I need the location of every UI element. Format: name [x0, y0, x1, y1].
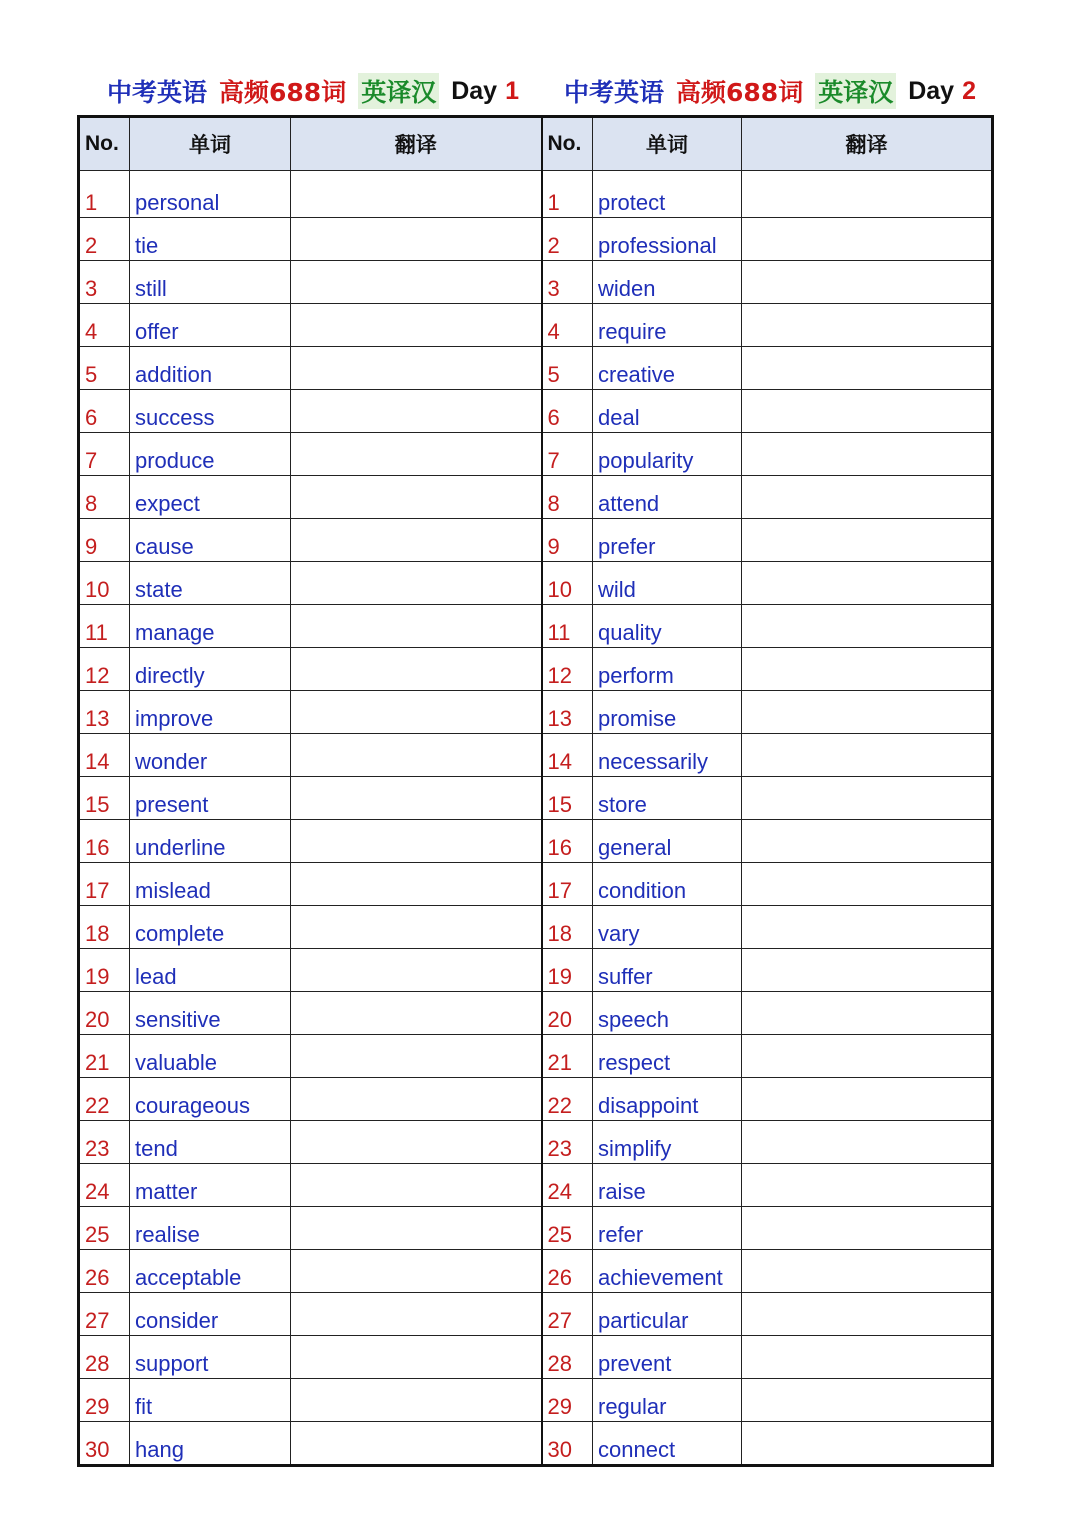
day2-translation-cell[interactable]	[742, 304, 993, 347]
day1-translation-cell[interactable]	[291, 691, 542, 734]
day2-word-cell: store	[593, 777, 742, 820]
table-row	[79, 304, 993, 347]
table-row	[79, 1422, 993, 1466]
day1-translation-cell[interactable]	[291, 433, 542, 476]
day2-number-cell: 16	[542, 820, 593, 863]
day1-number-cell: 19	[79, 949, 130, 992]
table-row	[79, 1164, 993, 1207]
day1-word-cell: acceptable	[130, 1250, 291, 1293]
table-row	[79, 1336, 993, 1379]
day2-translation-cell[interactable]	[742, 347, 993, 390]
day1-translation-cell[interactable]	[291, 863, 542, 906]
day1-number-cell: 24	[79, 1164, 130, 1207]
day2-translation-cell[interactable]	[742, 519, 993, 562]
day2-number-cell: 8	[542, 476, 593, 519]
table-row	[79, 777, 993, 820]
table-header-row	[79, 117, 993, 171]
day2-number-cell: 1	[542, 171, 593, 218]
day2-word-cell: suffer	[593, 949, 742, 992]
table-row	[79, 347, 993, 390]
vocabulary-table	[77, 115, 994, 1467]
title-mode: 英译汉	[815, 73, 896, 109]
day2-translation-cell[interactable]	[742, 433, 993, 476]
day1-translation-cell[interactable]	[291, 648, 542, 691]
day2-translation-cell[interactable]	[742, 562, 993, 605]
day1-number-cell: 1	[79, 171, 130, 218]
day1-number-cell: 18	[79, 906, 130, 949]
day1-number-cell: 4	[79, 304, 130, 347]
table-row	[79, 1250, 993, 1293]
day2-word-cell: deal	[593, 390, 742, 433]
day1-word-cell: matter	[130, 1164, 291, 1207]
table-row	[79, 691, 993, 734]
day2-word-cell: creative	[593, 347, 742, 390]
header-no: No.	[542, 117, 593, 171]
page-headers	[0, 68, 1080, 114]
day1-number-cell: 26	[79, 1250, 130, 1293]
day1-translation-cell[interactable]	[291, 1164, 542, 1207]
title-word-count: 高频688词	[676, 78, 804, 107]
day2-translation-cell[interactable]	[742, 777, 993, 820]
day1-word-cell: mislead	[130, 863, 291, 906]
title-word-count: 高频688词	[219, 78, 347, 107]
day2-translation-cell[interactable]	[742, 648, 993, 691]
day2-number-cell: 21	[542, 1035, 593, 1078]
day2-number-cell: 2	[542, 218, 593, 261]
day1-number-cell: 7	[79, 433, 130, 476]
day2-word-cell: professional	[593, 218, 742, 261]
day1-translation-cell[interactable]	[291, 347, 542, 390]
day2-translation-cell[interactable]	[742, 734, 993, 777]
day1-number-cell: 15	[79, 777, 130, 820]
day2-word-cell: protect	[593, 171, 742, 218]
day1-word-cell: lead	[130, 949, 291, 992]
day2-word-cell: particular	[593, 1293, 742, 1336]
day1-translation-cell[interactable]	[291, 1379, 542, 1422]
day2-translation-cell[interactable]	[742, 949, 993, 992]
day1-title	[107, 68, 519, 114]
day2-number-cell: 7	[542, 433, 593, 476]
day1-word-cell: valuable	[130, 1035, 291, 1078]
day2-number-cell: 17	[542, 863, 593, 906]
day2-number-cell: 20	[542, 992, 593, 1035]
day2-translation-cell[interactable]	[742, 820, 993, 863]
day1-translation-cell[interactable]	[291, 171, 542, 218]
day2-word-cell: wild	[593, 562, 742, 605]
day1-word-cell: fit	[130, 1379, 291, 1422]
table-row	[79, 992, 993, 1035]
day2-translation-cell[interactable]	[742, 605, 993, 648]
day2-number-cell: 30	[542, 1422, 593, 1466]
day1-word-cell: support	[130, 1336, 291, 1379]
day1-number-cell: 27	[79, 1293, 130, 1336]
day2-translation-cell[interactable]	[742, 1164, 993, 1207]
table-row	[79, 562, 993, 605]
day2-word-cell: general	[593, 820, 742, 863]
day1-number-cell: 23	[79, 1121, 130, 1164]
day1-word-cell: expect	[130, 476, 291, 519]
day1-number-cell: 21	[79, 1035, 130, 1078]
day2-word-cell: quality	[593, 605, 742, 648]
table-row	[79, 390, 993, 433]
day2-number-cell: 27	[542, 1293, 593, 1336]
day1-word-cell: still	[130, 261, 291, 304]
day2-word-cell: raise	[593, 1164, 742, 1207]
title-day-number: 2	[962, 76, 976, 105]
day1-translation-cell[interactable]	[291, 949, 542, 992]
day1-translation-cell[interactable]	[291, 390, 542, 433]
day1-number-cell: 3	[79, 261, 130, 304]
day2-translation-cell[interactable]	[742, 1422, 993, 1466]
day2-number-cell: 22	[542, 1078, 593, 1121]
day1-word-cell: produce	[130, 433, 291, 476]
day1-word-cell: tie	[130, 218, 291, 261]
day1-translation-cell[interactable]	[291, 1121, 542, 1164]
day2-translation-cell[interactable]	[742, 390, 993, 433]
day2-translation-cell[interactable]	[742, 992, 993, 1035]
day1-word-cell: realise	[130, 1207, 291, 1250]
day1-word-cell: consider	[130, 1293, 291, 1336]
table-row	[79, 519, 993, 562]
day2-word-cell: prefer	[593, 519, 742, 562]
day1-number-cell: 9	[79, 519, 130, 562]
day1-translation-cell[interactable]	[291, 476, 542, 519]
day2-word-cell: promise	[593, 691, 742, 734]
day1-number-cell: 20	[79, 992, 130, 1035]
day1-word-cell: success	[130, 390, 291, 433]
day2-word-cell: simplify	[593, 1121, 742, 1164]
title-mode: 英译汉	[358, 73, 439, 109]
day2-number-cell: 6	[542, 390, 593, 433]
day1-word-cell: improve	[130, 691, 291, 734]
day1-number-cell: 2	[79, 218, 130, 261]
table-row	[79, 906, 993, 949]
day2-translation-cell[interactable]	[742, 1078, 993, 1121]
day2-word-cell: necessarily	[593, 734, 742, 777]
day2-number-cell: 14	[542, 734, 593, 777]
day2-word-cell: disappoint	[593, 1078, 742, 1121]
day1-translation-cell[interactable]	[291, 777, 542, 820]
day1-word-cell: complete	[130, 906, 291, 949]
day2-number-cell: 26	[542, 1250, 593, 1293]
day1-number-cell: 11	[79, 605, 130, 648]
day1-translation-cell[interactable]	[291, 992, 542, 1035]
table-row	[79, 1078, 993, 1121]
title-day-number: 1	[505, 76, 519, 105]
day2-word-cell: widen	[593, 261, 742, 304]
table-row	[79, 1293, 993, 1336]
day1-number-cell: 8	[79, 476, 130, 519]
day1-word-cell: directly	[130, 648, 291, 691]
day1-number-cell: 14	[79, 734, 130, 777]
day1-word-cell: cause	[130, 519, 291, 562]
day2-word-cell: refer	[593, 1207, 742, 1250]
day1-word-cell: tend	[130, 1121, 291, 1164]
day1-translation-cell[interactable]	[291, 1422, 542, 1466]
day2-translation-cell[interactable]	[742, 906, 993, 949]
day1-word-cell: offer	[130, 304, 291, 347]
day2-number-cell: 3	[542, 261, 593, 304]
table-row	[79, 648, 993, 691]
day1-word-cell: underline	[130, 820, 291, 863]
day2-number-cell: 10	[542, 562, 593, 605]
day1-word-cell: personal	[130, 171, 291, 218]
title-exam-label: 中考英语	[107, 78, 208, 107]
day1-word-cell: courageous	[130, 1078, 291, 1121]
day2-number-cell: 24	[542, 1164, 593, 1207]
table-row	[79, 1207, 993, 1250]
day2-translation-cell[interactable]	[742, 1336, 993, 1379]
day1-translation-cell[interactable]	[291, 261, 542, 304]
header-word: 单词	[130, 117, 291, 171]
table-row	[79, 218, 993, 261]
day1-word-cell: present	[130, 777, 291, 820]
day2-translation-cell[interactable]	[742, 476, 993, 519]
day1-translation-cell[interactable]	[291, 1250, 542, 1293]
table-row	[79, 820, 993, 863]
day1-translation-cell[interactable]	[291, 605, 542, 648]
day2-word-cell: connect	[593, 1422, 742, 1466]
day2-number-cell: 28	[542, 1336, 593, 1379]
day2-word-cell: require	[593, 304, 742, 347]
day1-translation-cell[interactable]	[291, 1078, 542, 1121]
table-row	[79, 433, 993, 476]
table-row	[79, 734, 993, 777]
day2-number-cell: 25	[542, 1207, 593, 1250]
table-row	[79, 476, 993, 519]
day1-translation-cell[interactable]	[291, 906, 542, 949]
day2-number-cell: 13	[542, 691, 593, 734]
table-row	[79, 171, 993, 218]
day2-translation-cell[interactable]	[742, 1379, 993, 1422]
table-row	[79, 863, 993, 906]
day1-number-cell: 16	[79, 820, 130, 863]
day2-translation-cell[interactable]	[742, 261, 993, 304]
day1-number-cell: 28	[79, 1336, 130, 1379]
day1-number-cell: 22	[79, 1078, 130, 1121]
day1-number-cell: 29	[79, 1379, 130, 1422]
day1-word-cell: sensitive	[130, 992, 291, 1035]
title-exam-label: 中考英语	[564, 78, 665, 107]
day2-title	[564, 68, 976, 114]
day2-word-cell: prevent	[593, 1336, 742, 1379]
day1-translation-cell[interactable]	[291, 562, 542, 605]
day1-word-cell: wonder	[130, 734, 291, 777]
day2-number-cell: 5	[542, 347, 593, 390]
table-row	[79, 949, 993, 992]
day1-translation-cell[interactable]	[291, 1207, 542, 1250]
title-day-label: Day	[908, 76, 955, 105]
day2-number-cell: 19	[542, 949, 593, 992]
day1-translation-cell[interactable]	[291, 1336, 542, 1379]
day2-number-cell: 11	[542, 605, 593, 648]
table-row	[79, 1379, 993, 1422]
day1-word-cell: manage	[130, 605, 291, 648]
day2-translation-cell[interactable]	[742, 863, 993, 906]
day2-translation-cell[interactable]	[742, 691, 993, 734]
day2-number-cell: 18	[542, 906, 593, 949]
day2-translation-cell[interactable]	[742, 218, 993, 261]
day1-translation-cell[interactable]	[291, 218, 542, 261]
day2-word-cell: respect	[593, 1035, 742, 1078]
day2-word-cell: condition	[593, 863, 742, 906]
header-translation: 翻译	[742, 117, 993, 171]
day2-number-cell: 29	[542, 1379, 593, 1422]
table-row	[79, 1121, 993, 1164]
day1-translation-cell[interactable]	[291, 1293, 542, 1336]
day2-translation-cell[interactable]	[742, 1035, 993, 1078]
header-no: No.	[79, 117, 130, 171]
day1-translation-cell[interactable]	[291, 304, 542, 347]
table-row	[79, 1035, 993, 1078]
day1-number-cell: 6	[79, 390, 130, 433]
day2-translation-cell[interactable]	[742, 171, 993, 218]
table-row	[79, 261, 993, 304]
day1-number-cell: 13	[79, 691, 130, 734]
day1-word-cell: state	[130, 562, 291, 605]
day2-word-cell: achievement	[593, 1250, 742, 1293]
day1-number-cell: 10	[79, 562, 130, 605]
day2-number-cell: 23	[542, 1121, 593, 1164]
day1-word-cell: addition	[130, 347, 291, 390]
day2-word-cell: speech	[593, 992, 742, 1035]
day2-word-cell: attend	[593, 476, 742, 519]
day2-translation-cell[interactable]	[742, 1293, 993, 1336]
day1-translation-cell[interactable]	[291, 820, 542, 863]
header-translation: 翻译	[291, 117, 542, 171]
day1-translation-cell[interactable]	[291, 1035, 542, 1078]
day1-number-cell: 25	[79, 1207, 130, 1250]
day1-translation-cell[interactable]	[291, 519, 542, 562]
table-row	[79, 605, 993, 648]
day2-number-cell: 12	[542, 648, 593, 691]
day2-number-cell: 15	[542, 777, 593, 820]
day1-word-cell: hang	[130, 1422, 291, 1466]
day1-translation-cell[interactable]	[291, 734, 542, 777]
day2-number-cell: 4	[542, 304, 593, 347]
day2-number-cell: 9	[542, 519, 593, 562]
day2-translation-cell[interactable]	[742, 1250, 993, 1293]
day1-number-cell: 17	[79, 863, 130, 906]
day2-word-cell: perform	[593, 648, 742, 691]
day2-word-cell: vary	[593, 906, 742, 949]
day1-number-cell: 12	[79, 648, 130, 691]
day2-translation-cell[interactable]	[742, 1121, 993, 1164]
header-word: 单词	[593, 117, 742, 171]
vocabulary-body	[79, 171, 993, 1466]
day2-word-cell: regular	[593, 1379, 742, 1422]
day1-number-cell: 30	[79, 1422, 130, 1466]
title-day-label: Day	[451, 76, 498, 105]
day1-number-cell: 5	[79, 347, 130, 390]
day2-word-cell: popularity	[593, 433, 742, 476]
day2-translation-cell[interactable]	[742, 1207, 993, 1250]
